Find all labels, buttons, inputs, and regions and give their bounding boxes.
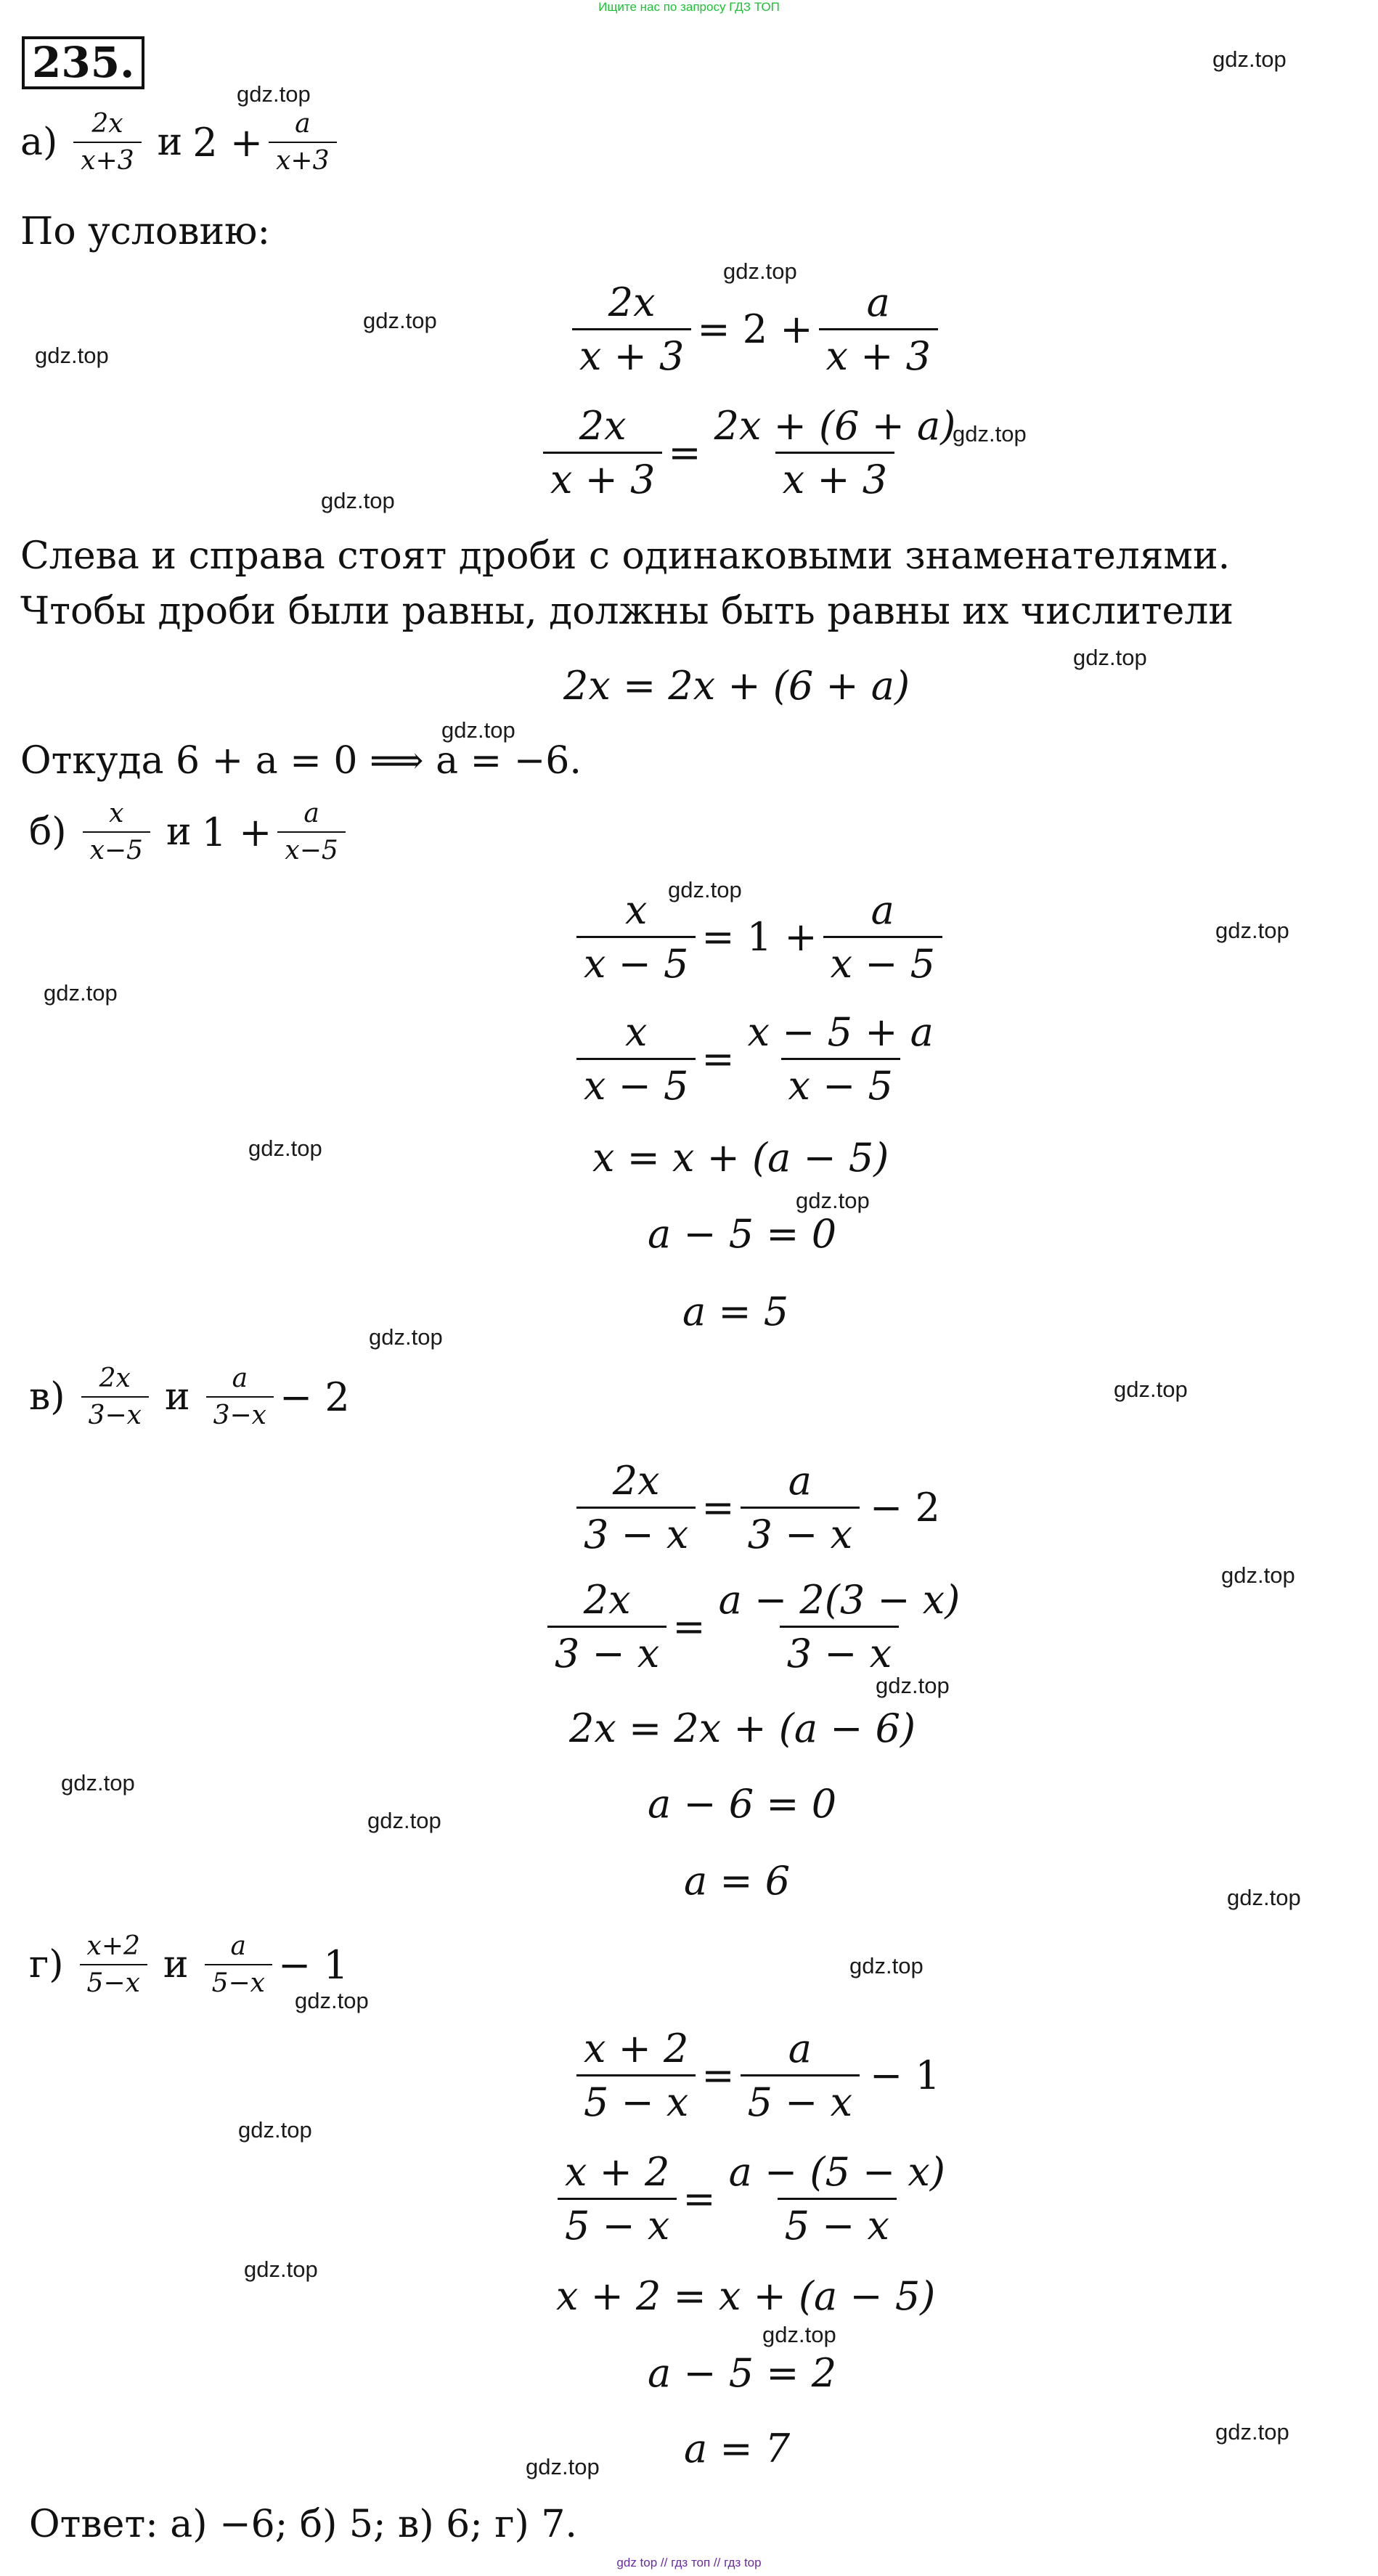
watermark: gdz.top: [248, 1136, 322, 1161]
part-a-statement: [20, 109, 343, 176]
watermark: gdz.top: [363, 308, 437, 333]
part-a-eq2-left: $\frac{2x}{x + 3}$: [543, 403, 662, 502]
watermark: gdz.top: [295, 1988, 369, 2013]
part-b-eq5: a = 5: [682, 1289, 789, 1334]
part-b-eq3: x = x + (a − 5): [592, 1135, 889, 1181]
watermark: gdz.top: [369, 1324, 443, 1350]
watermark: gdz.top: [238, 2117, 312, 2143]
watermark: gdz.top: [876, 1673, 950, 1698]
watermark: gdz.top: [1227, 1885, 1301, 1910]
part-v-statement: в) $\frac{2x}{3-x}$ и $\frac{a}{3-x}$ − 2: [29, 1364, 350, 1430]
part-g-eq4: a − 5 = 2: [648, 2350, 837, 2396]
explanation-paragraph: Слева и справа стоят дроби с одинаковыми знаменателями. Чтобы дроби были равны, должны быть равны их числители: [20, 534, 1234, 633]
part-b-eq4: a − 5 = 0: [648, 1211, 837, 1257]
part-g-eq5: a = 7: [684, 2426, 791, 2471]
part-g-statement: г) $\frac{x+2}{5-x}$ и $\frac{a}{5-x}$ − 1: [29, 1931, 348, 1998]
part-a-eq3: 2x = 2x + (6 + a): [563, 663, 910, 709]
part-b-eq2: $\frac{x}{x - 5}$ = $\frac{x - 5 + a}{x - 5}$: [571, 1009, 947, 1109]
watermark: gdz.top: [35, 343, 109, 368]
watermark: gdz.top: [367, 1808, 441, 1833]
part-a-eq1-left: $\frac{2x}{x + 3}$: [572, 280, 691, 379]
part-a-eq1-right: $\frac{a}{x + 3}$: [819, 280, 938, 379]
part-g-eq2: $\frac{x + 2}{5 - x}$ = $\frac{a - (5 - x)}{5 - x}$: [552, 2149, 958, 2249]
part-b-conj: и: [166, 810, 192, 854]
top-banner: Ищите нас по запросу ГДЗ ТОП: [598, 0, 780, 14]
part-b-statement: б) $\frac{x}{x-5}$ и 1 + $\frac{a}{x-5}$: [29, 799, 351, 865]
watermark: gdz.top: [1215, 918, 1289, 943]
watermark: gdz.top: [1073, 645, 1147, 670]
watermark: gdz.top: [441, 717, 515, 743]
bottom-banner: gdz top // гдз топ // гдз top: [616, 2556, 762, 2569]
part-b-label: б): [29, 810, 67, 854]
part-a-fraction-2: $\frac{a}{x+3}$: [269, 109, 336, 176]
part-a-eq2-right: $\frac{2x + (6 + a)}{x + 3}$: [714, 403, 956, 502]
part-v-label: в): [29, 1375, 65, 1419]
watermark: gdz.top: [849, 1953, 924, 1978]
watermark: gdz.top: [237, 81, 311, 107]
part-g-eq3: x + 2 = x + (a − 5): [556, 2273, 936, 2319]
by-condition-text: По условию:: [20, 210, 270, 253]
answer-line: Ответ: а) −6; б) 5; в) 6; г) 7.: [29, 2503, 577, 2546]
watermark: gdz.top: [953, 421, 1027, 447]
part-v-eq4: a − 6 = 0: [648, 1781, 837, 1827]
watermark: gdz.top: [762, 2322, 836, 2347]
part-v-eq1: $\frac{2x}{3 - x}$ = $\frac{a}{3 - x}$ − 2: [571, 1458, 940, 1557]
watermark: gdz.top: [1221, 1562, 1295, 1588]
part-a-expr2-pre: 2 +: [192, 119, 264, 166]
watermark: gdz.top: [1114, 1377, 1188, 1402]
watermark: gdz.top: [526, 2454, 600, 2479]
part-v-eq2: $\frac{2x}{3 - x}$ = $\frac{a - 2(3 - x)}{3 - x}$: [542, 1577, 973, 1676]
part-a-conj: и: [157, 121, 183, 164]
part-v-fraction-1: $\frac{2x}{3-x}$: [81, 1364, 149, 1430]
part-a-label: а): [20, 121, 58, 164]
part-b-fraction-2: $\frac{a}{x-5}$: [277, 799, 345, 865]
watermark: gdz.top: [1215, 2419, 1289, 2445]
watermark: gdz.top: [1212, 46, 1287, 72]
problem-number: 235.: [22, 36, 144, 89]
part-v-eq3: 2x = 2x + (a − 6): [569, 1705, 916, 1751]
part-b-eq1: $\frac{x}{x - 5}$ = 1 + $\frac{a}{x - 5}$: [571, 887, 948, 987]
part-g-label: г): [29, 1943, 64, 1986]
watermark: gdz.top: [61, 1770, 135, 1796]
part-g-fraction-1: $\frac{x+2}{5-x}$: [80, 1931, 147, 1998]
part-g-conj: и: [163, 1943, 189, 1986]
part-g-eq1: $\frac{x + 2}{5 - x}$ = $\frac{a}{5 - x}$ − 1: [571, 2026, 940, 2125]
part-v-eq5: a = 6: [684, 1858, 791, 1904]
part-a-eq2: $\frac{2x}{x + 3}$ = $\frac{2x + (6 + a)}{x + 3}$: [537, 403, 969, 502]
watermark: gdz.top: [321, 488, 395, 513]
part-v-conj: и: [164, 1375, 190, 1419]
part-a-conclusion: Откуда 6 + a = 0 ⟹ a = −6.: [20, 739, 582, 783]
part-a-eq1: $\frac{2x}{x + 3}$ = 2 + $\frac{a}{x + 3}$: [566, 280, 944, 379]
watermark: gdz.top: [244, 2257, 318, 2282]
watermark: gdz.top: [668, 877, 742, 902]
part-v-fraction-2: $\frac{a}{3-x}$: [206, 1364, 274, 1430]
watermark: gdz.top: [723, 258, 797, 284]
part-a-fraction-1: $\frac{2x}{x+3}$: [73, 109, 141, 176]
watermark: gdz.top: [44, 980, 118, 1006]
part-b-fraction-1: $\frac{x}{x-5}$: [83, 799, 150, 865]
part-g-fraction-2: $\frac{a}{5-x}$: [205, 1931, 272, 1998]
watermark: gdz.top: [796, 1188, 870, 1213]
